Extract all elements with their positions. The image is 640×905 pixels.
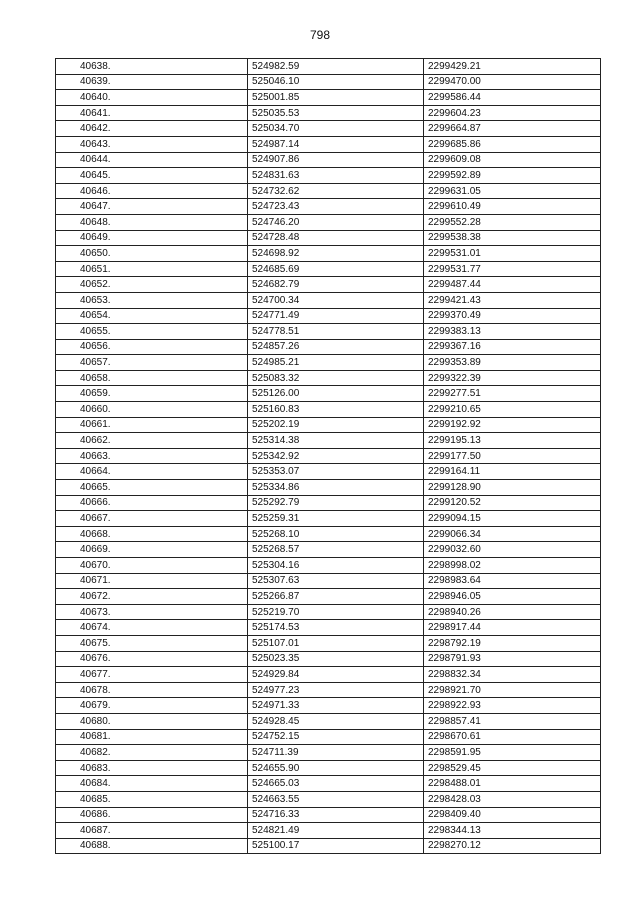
table-row xyxy=(56,448,601,464)
x-coordinate-cell: 525046.10 xyxy=(248,74,424,90)
point-id-cell: 40667. xyxy=(56,511,248,527)
table-row xyxy=(56,620,601,636)
y-coordinate-cell: 2299586.44 xyxy=(424,90,601,106)
x-coordinate-cell: 524771.49 xyxy=(248,308,424,324)
table-row xyxy=(56,74,601,90)
point-id-cell: 40638. xyxy=(56,59,248,75)
x-coordinate-cell: 524685.69 xyxy=(248,261,424,277)
point-id-cell: 40658. xyxy=(56,370,248,386)
point-id-cell: 40655. xyxy=(56,324,248,340)
y-coordinate-cell: 2298270.12 xyxy=(424,838,601,854)
x-coordinate-cell: 525334.86 xyxy=(248,480,424,496)
x-coordinate-cell: 524778.51 xyxy=(248,324,424,340)
table-row xyxy=(56,604,601,620)
x-coordinate-cell: 525160.83 xyxy=(248,402,424,418)
table-row xyxy=(56,402,601,418)
x-coordinate-cell: 525023.35 xyxy=(248,651,424,667)
coordinates-table xyxy=(55,58,601,854)
x-coordinate-cell: 524746.20 xyxy=(248,214,424,230)
point-id-cell: 40662. xyxy=(56,433,248,449)
table-row xyxy=(56,417,601,433)
point-id-cell: 40673. xyxy=(56,604,248,620)
x-coordinate-cell: 524752.15 xyxy=(248,729,424,745)
point-id-cell: 40641. xyxy=(56,105,248,121)
x-coordinate-cell: 524665.03 xyxy=(248,776,424,792)
x-coordinate-cell: 524716.33 xyxy=(248,807,424,823)
table-row xyxy=(56,324,601,340)
x-coordinate-cell: 524821.49 xyxy=(248,823,424,839)
x-coordinate-cell: 524977.23 xyxy=(248,682,424,698)
point-id-cell: 40669. xyxy=(56,542,248,558)
x-coordinate-cell: 525083.32 xyxy=(248,370,424,386)
x-coordinate-cell: 525202.19 xyxy=(248,417,424,433)
y-coordinate-cell: 2299487.44 xyxy=(424,277,601,293)
point-id-cell: 40681. xyxy=(56,729,248,745)
table-row xyxy=(56,511,601,527)
point-id-cell: 40659. xyxy=(56,386,248,402)
point-id-cell: 40665. xyxy=(56,480,248,496)
y-coordinate-cell: 2298428.03 xyxy=(424,791,601,807)
point-id-cell: 40644. xyxy=(56,152,248,168)
x-coordinate-cell: 525268.57 xyxy=(248,542,424,558)
x-coordinate-cell: 524723.43 xyxy=(248,199,424,215)
point-id-cell: 40670. xyxy=(56,558,248,574)
point-id-cell: 40666. xyxy=(56,495,248,511)
y-coordinate-cell: 2299210.65 xyxy=(424,402,601,418)
table-row xyxy=(56,760,601,776)
y-coordinate-cell: 2299429.21 xyxy=(424,59,601,75)
point-id-cell: 40653. xyxy=(56,292,248,308)
point-id-cell: 40679. xyxy=(56,698,248,714)
point-id-cell: 40685. xyxy=(56,791,248,807)
point-id-cell: 40654. xyxy=(56,308,248,324)
point-id-cell: 40668. xyxy=(56,526,248,542)
table-row xyxy=(56,635,601,651)
point-id-cell: 40646. xyxy=(56,183,248,199)
table-row xyxy=(56,729,601,745)
x-coordinate-cell: 525107.01 xyxy=(248,635,424,651)
table-row xyxy=(56,682,601,698)
table-row xyxy=(56,807,601,823)
table-row xyxy=(56,339,601,355)
point-id-cell: 40680. xyxy=(56,713,248,729)
x-coordinate-cell: 525126.00 xyxy=(248,386,424,402)
point-id-cell: 40675. xyxy=(56,635,248,651)
x-coordinate-cell: 525307.63 xyxy=(248,573,424,589)
x-coordinate-cell: 525001.85 xyxy=(248,90,424,106)
y-coordinate-cell: 2298529.45 xyxy=(424,760,601,776)
point-id-cell: 40640. xyxy=(56,90,248,106)
y-coordinate-cell: 2298983.64 xyxy=(424,573,601,589)
x-coordinate-cell: 524711.39 xyxy=(248,745,424,761)
point-id-cell: 40643. xyxy=(56,136,248,152)
y-coordinate-cell: 2299195.13 xyxy=(424,433,601,449)
point-id-cell: 40664. xyxy=(56,464,248,480)
page-number: 798 xyxy=(309,28,331,42)
point-id-cell: 40650. xyxy=(56,246,248,262)
y-coordinate-cell: 2299531.77 xyxy=(424,261,601,277)
point-id-cell: 40678. xyxy=(56,682,248,698)
x-coordinate-cell: 524907.86 xyxy=(248,152,424,168)
x-coordinate-cell: 525342.92 xyxy=(248,448,424,464)
x-coordinate-cell: 525259.31 xyxy=(248,511,424,527)
x-coordinate-cell: 525292.79 xyxy=(248,495,424,511)
table-row xyxy=(56,495,601,511)
table-row xyxy=(56,589,601,605)
x-coordinate-cell: 525219.70 xyxy=(248,604,424,620)
table-row xyxy=(56,230,601,246)
point-id-cell: 40657. xyxy=(56,355,248,371)
table-row xyxy=(56,651,601,667)
x-coordinate-cell: 524985.21 xyxy=(248,355,424,371)
point-id-cell: 40687. xyxy=(56,823,248,839)
y-coordinate-cell: 2298488.01 xyxy=(424,776,601,792)
point-id-cell: 40683. xyxy=(56,760,248,776)
table-row xyxy=(56,776,601,792)
y-coordinate-cell: 2299664.87 xyxy=(424,121,601,137)
point-id-cell: 40639. xyxy=(56,74,248,90)
y-coordinate-cell: 2299531.01 xyxy=(424,246,601,262)
y-coordinate-cell: 2299164.11 xyxy=(424,464,601,480)
table-row xyxy=(56,59,601,75)
y-coordinate-cell: 2299192.92 xyxy=(424,417,601,433)
point-id-cell: 40642. xyxy=(56,121,248,137)
x-coordinate-cell: 525174.53 xyxy=(248,620,424,636)
y-coordinate-cell: 2299609.08 xyxy=(424,152,601,168)
table-row xyxy=(56,199,601,215)
point-id-cell: 40649. xyxy=(56,230,248,246)
table-row xyxy=(56,168,601,184)
x-coordinate-cell: 525034.70 xyxy=(248,121,424,137)
y-coordinate-cell: 2299094.15 xyxy=(424,511,601,527)
x-coordinate-cell: 524698.92 xyxy=(248,246,424,262)
point-id-cell: 40672. xyxy=(56,589,248,605)
x-coordinate-cell: 524929.84 xyxy=(248,667,424,683)
y-coordinate-cell: 2299592.89 xyxy=(424,168,601,184)
x-coordinate-cell: 525100.17 xyxy=(248,838,424,854)
table-row xyxy=(56,667,601,683)
table-row xyxy=(56,246,601,262)
y-coordinate-cell: 2299685.86 xyxy=(424,136,601,152)
x-coordinate-cell: 525314.38 xyxy=(248,433,424,449)
table-row xyxy=(56,823,601,839)
y-coordinate-cell: 2299538.38 xyxy=(424,230,601,246)
x-coordinate-cell: 525268.10 xyxy=(248,526,424,542)
table-row xyxy=(56,183,601,199)
point-id-cell: 40647. xyxy=(56,199,248,215)
y-coordinate-cell: 2298998.02 xyxy=(424,558,601,574)
y-coordinate-cell: 2298670.61 xyxy=(424,729,601,745)
point-id-cell: 40663. xyxy=(56,448,248,464)
y-coordinate-cell: 2298792.19 xyxy=(424,635,601,651)
x-coordinate-cell: 524682.79 xyxy=(248,277,424,293)
y-coordinate-cell: 2299322.39 xyxy=(424,370,601,386)
x-coordinate-cell: 525353.07 xyxy=(248,464,424,480)
x-coordinate-cell: 524857.26 xyxy=(248,339,424,355)
table-row xyxy=(56,433,601,449)
point-id-cell: 40671. xyxy=(56,573,248,589)
table-row xyxy=(56,152,601,168)
table-row xyxy=(56,386,601,402)
table-row xyxy=(56,713,601,729)
y-coordinate-cell: 2299032.60 xyxy=(424,542,601,558)
table-row xyxy=(56,745,601,761)
y-coordinate-cell: 2299177.50 xyxy=(424,448,601,464)
table-row xyxy=(56,277,601,293)
y-coordinate-cell: 2299370.49 xyxy=(424,308,601,324)
x-coordinate-cell: 525304.16 xyxy=(248,558,424,574)
point-id-cell: 40682. xyxy=(56,745,248,761)
y-coordinate-cell: 2299552.28 xyxy=(424,214,601,230)
point-id-cell: 40674. xyxy=(56,620,248,636)
x-coordinate-cell: 524987.14 xyxy=(248,136,424,152)
table-row xyxy=(56,480,601,496)
y-coordinate-cell: 2298344.13 xyxy=(424,823,601,839)
y-coordinate-cell: 2298832.34 xyxy=(424,667,601,683)
y-coordinate-cell: 2299610.49 xyxy=(424,199,601,215)
y-coordinate-cell: 2298922.93 xyxy=(424,698,601,714)
y-coordinate-cell: 2299367.16 xyxy=(424,339,601,355)
point-id-cell: 40660. xyxy=(56,402,248,418)
table-row xyxy=(56,526,601,542)
table-row xyxy=(56,261,601,277)
x-coordinate-cell: 524728.48 xyxy=(248,230,424,246)
y-coordinate-cell: 2299353.89 xyxy=(424,355,601,371)
point-id-cell: 40676. xyxy=(56,651,248,667)
y-coordinate-cell: 2298791.93 xyxy=(424,651,601,667)
point-id-cell: 40645. xyxy=(56,168,248,184)
point-id-cell: 40684. xyxy=(56,776,248,792)
y-coordinate-cell: 2299277.51 xyxy=(424,386,601,402)
y-coordinate-cell: 2298940.26 xyxy=(424,604,601,620)
y-coordinate-cell: 2298946.05 xyxy=(424,589,601,605)
coordinates-table-body xyxy=(56,59,601,854)
table-row xyxy=(56,214,601,230)
y-coordinate-cell: 2299421.43 xyxy=(424,292,601,308)
y-coordinate-cell: 2299383.13 xyxy=(424,324,601,340)
y-coordinate-cell: 2299470.00 xyxy=(424,74,601,90)
y-coordinate-cell: 2298921.70 xyxy=(424,682,601,698)
point-id-cell: 40677. xyxy=(56,667,248,683)
y-coordinate-cell: 2299604.23 xyxy=(424,105,601,121)
x-coordinate-cell: 524982.59 xyxy=(248,59,424,75)
point-id-cell: 40651. xyxy=(56,261,248,277)
y-coordinate-cell: 2299631.05 xyxy=(424,183,601,199)
table-row xyxy=(56,370,601,386)
x-coordinate-cell: 525266.87 xyxy=(248,589,424,605)
y-coordinate-cell: 2298917.44 xyxy=(424,620,601,636)
table-row xyxy=(56,308,601,324)
table-row xyxy=(56,464,601,480)
x-coordinate-cell: 524831.63 xyxy=(248,168,424,184)
point-id-cell: 40648. xyxy=(56,214,248,230)
y-coordinate-cell: 2299066.34 xyxy=(424,526,601,542)
x-coordinate-cell: 525035.53 xyxy=(248,105,424,121)
table-row xyxy=(56,105,601,121)
point-id-cell: 40656. xyxy=(56,339,248,355)
table-row xyxy=(56,121,601,137)
x-coordinate-cell: 524971.33 xyxy=(248,698,424,714)
table-row xyxy=(56,292,601,308)
table-row xyxy=(56,838,601,854)
table-row xyxy=(56,542,601,558)
y-coordinate-cell: 2299128.90 xyxy=(424,480,601,496)
table-row xyxy=(56,90,601,106)
y-coordinate-cell: 2298857.41 xyxy=(424,713,601,729)
table-row xyxy=(56,355,601,371)
y-coordinate-cell: 2298409.40 xyxy=(424,807,601,823)
x-coordinate-cell: 524663.55 xyxy=(248,791,424,807)
x-coordinate-cell: 524655.90 xyxy=(248,760,424,776)
x-coordinate-cell: 524732.62 xyxy=(248,183,424,199)
table-row xyxy=(56,558,601,574)
point-id-cell: 40661. xyxy=(56,417,248,433)
table-row xyxy=(56,698,601,714)
point-id-cell: 40686. xyxy=(56,807,248,823)
x-coordinate-cell: 524928.45 xyxy=(248,713,424,729)
point-id-cell: 40652. xyxy=(56,277,248,293)
y-coordinate-cell: 2299120.52 xyxy=(424,495,601,511)
table-row xyxy=(56,573,601,589)
point-id-cell: 40688. xyxy=(56,838,248,854)
table-row xyxy=(56,136,601,152)
x-coordinate-cell: 524700.34 xyxy=(248,292,424,308)
y-coordinate-cell: 2298591.95 xyxy=(424,745,601,761)
table-row xyxy=(56,791,601,807)
